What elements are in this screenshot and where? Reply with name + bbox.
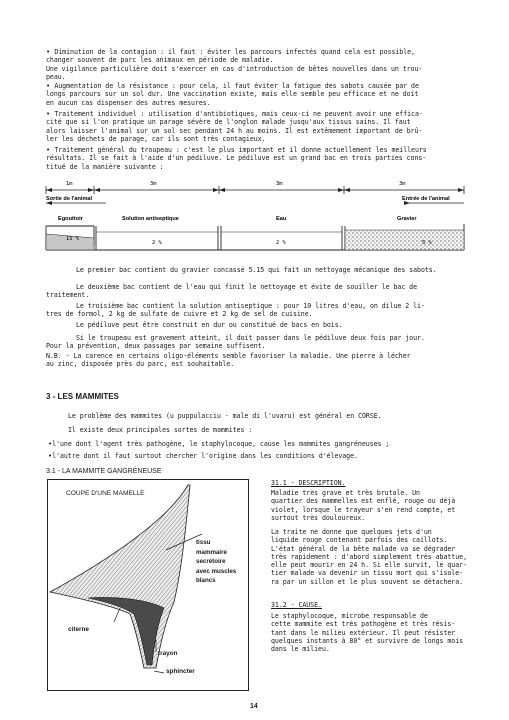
sphincter-label: sphincter — [166, 668, 195, 675]
bullet-line: résultats. Il se fait à l'aide d'un pédiluve. Le pédiluve est un grand bac en trois parties cons- — [46, 154, 427, 163]
section-bullet — [48, 440, 478, 448]
bullet-lead-text: Augmentation de la résistance : pour cela, il faut éviter la fatigue des sabots causée par de — [54, 82, 419, 90]
compartment-label: Solution antiseptique — [122, 216, 179, 222]
percent-label: 2 % — [152, 240, 162, 246]
bullet-dot: • — [46, 146, 55, 154]
bullet-paragraph — [46, 110, 476, 143]
description-text: Maladie très grave et très brutale. Un quartier des mammelles est enflé, rouge ou déjà violet, lorsque le trayeur s'en rend compte, et surtout très douloureux. — [271, 489, 456, 522]
bullet-dot: • — [48, 452, 53, 460]
bullet-paragraph — [46, 48, 476, 81]
bullet-lead-text: Traitement général du troupeau : c'est le plus important et il donne actuellement les meilleurs — [54, 146, 427, 154]
entry-label: Entrée de l'animal — [402, 196, 450, 202]
pediluve-diagram — [44, 180, 468, 260]
cause-text: Le staphylocoque, microbe responsable de cette mammite est très pathogène et très résis- tant dans le milieu extérieur. Il peut résister quelques instants à 80° et survivre de longs mois dans le milieu. — [271, 612, 464, 654]
cistern-pointer — [114, 608, 120, 622]
distance-label: 3m — [276, 181, 283, 187]
bullet-line: titué de la manière suivante : — [46, 162, 164, 171]
distance-label: 3m — [399, 181, 406, 187]
section-title: 3 - LES MAMMITES — [46, 392, 119, 401]
tissue-label: tissu mammaire secrétoire avec muscles blancs — [196, 539, 237, 584]
explanation-paragraph: Le troisième bac contient la solution antiseptique : pour 10 litres d'eau, on dilue 2 li- tres de formol, 2 kg de sulfate de cuivre et 2 kg de sel de cuisine. — [46, 302, 425, 319]
distance-label: 3m — [150, 181, 157, 187]
bullet-line: longs parcours sur un sol dur. Une vaccination existe, mais elle semble peu efficace et ne doit — [46, 90, 419, 99]
percent-label: 2 % — [276, 240, 286, 246]
bullet-line: en aucun cas dispenser des autres mesures. — [46, 98, 211, 107]
section-intro: Le problème des mammites (u puppulacciu - male di l'uvaru) est général en CORSE. — [68, 412, 382, 420]
section-intro: Il existe deux principales sortes de mammites : — [68, 426, 253, 434]
section-bullet — [48, 452, 478, 460]
percent-label: 5 % — [422, 240, 432, 246]
bullet-line: alors laisser l'animal sur un sol sec pendant 24 h au moins. Il est extêmement important de brû- — [46, 126, 423, 135]
compartment-label: Eau — [276, 216, 287, 222]
teat-label: trayon — [158, 650, 178, 657]
udder-tissue — [50, 485, 190, 668]
bullet-line — [46, 82, 476, 90]
explanation-paragraph: Le deuxième bac contient de l'eau qui finit le nettoyage et évite de souiller le bac de traitement. — [46, 283, 418, 300]
gravel-fill — [345, 230, 464, 250]
explanation-paragraph: Le premier bac contient du gravier concassé 5.15 qui fait un nettoyage mécanique des sabots. — [76, 266, 437, 274]
figure-title: COUPE D'UNE MAMELLE — [66, 490, 145, 497]
description-heading: 31.1 - DESCRIPTION. — [271, 479, 346, 487]
bullet-dot: • — [46, 82, 55, 90]
bullet-line: changer souvent de parc les animaux en période de maladie. — [46, 56, 274, 65]
mamelle-figure — [47, 479, 249, 691]
compartment-label: Egouttoir — [58, 216, 83, 222]
cause-heading: 31.2 - CAUSE. — [271, 601, 322, 609]
bullet-line — [46, 146, 476, 154]
exit-label: Sortie de l'animal — [46, 196, 93, 202]
bullet-paragraph — [46, 82, 476, 107]
bullet-text: l'une dont l'agent très pathogène, le staphylocoque, cause les mammites gangréneuses ; — [52, 440, 390, 448]
explanation-paragraph: N.B. - La carence en certains oligo-éléments semble favoriser la maladie. Une pierre à lécher au zinc, disposée près du parc, est souhaitable. — [46, 352, 411, 369]
explanation-paragraph: Le pédiluve peut être construit en dur ou constitué de bacs en bois. — [76, 321, 343, 329]
bullet-line: Une vigilance particulière doit s'exercer en cas d'introduction de bêtes nouvelles dans un trou- — [46, 64, 423, 73]
bullet-line: ler les déchets de parage, car ils sont très contagieux. — [46, 134, 266, 143]
distance-label: 1m — [66, 181, 73, 187]
page-number: 14 — [250, 703, 258, 710]
sphincter-pointer — [154, 671, 164, 673]
subsection-title: 3.1 - LA MAMMITE GANGRÉNEUSE — [46, 468, 162, 475]
bullet-dot: • — [46, 48, 55, 56]
cistern-label: citerne — [68, 626, 89, 633]
bullet-line: cité que si l'on pratique un parage sévère de l'onglon malade jusqu'aux tissus sains. Il faut — [46, 118, 411, 127]
bullet-paragraph — [46, 146, 476, 171]
bullet-line: peau. — [46, 72, 66, 81]
bullet-text: l'autre dont il faut surtout chercher l'origine dans les conditions d'élevage. — [52, 452, 358, 460]
bullet-line — [46, 110, 476, 118]
percent-label: 15 % — [66, 236, 79, 242]
explanation-paragraph: Si le troupeau est gravement atteint, il doit passer dans le pédiluve deux fois par jour. Pour la prévention, deux passages par semaine suffisent. — [46, 334, 425, 351]
bullet-line — [46, 48, 476, 56]
bullet-lead-text: Traitement individuel : utilisation d'antibiotiques, mais ceux-ci ne peuvent avoir une effica- — [54, 110, 423, 118]
description-text-2: La traite ne donne que quelques jets d'un liquide rouge contenant parfois des caillots. L'état général de la bête malade va se dégrader très rapidement : d'abord simplement très abattue, elle peut mourir en 24 h. Si elle survit, le quar- tier malade va devenir un tissu mort qui s'isole- ra par un sillon et le plus souvent se détachera. — [271, 528, 467, 586]
cistern-shape — [88, 597, 164, 665]
bullet-dot: • — [46, 110, 55, 118]
compartment-label: Gravier — [397, 216, 417, 222]
bullet-lead-text: Diminution de la contagion : il faut : éviter les parcours infectés quand cela est possible, — [54, 48, 415, 56]
bullet-dot: • — [48, 440, 53, 448]
